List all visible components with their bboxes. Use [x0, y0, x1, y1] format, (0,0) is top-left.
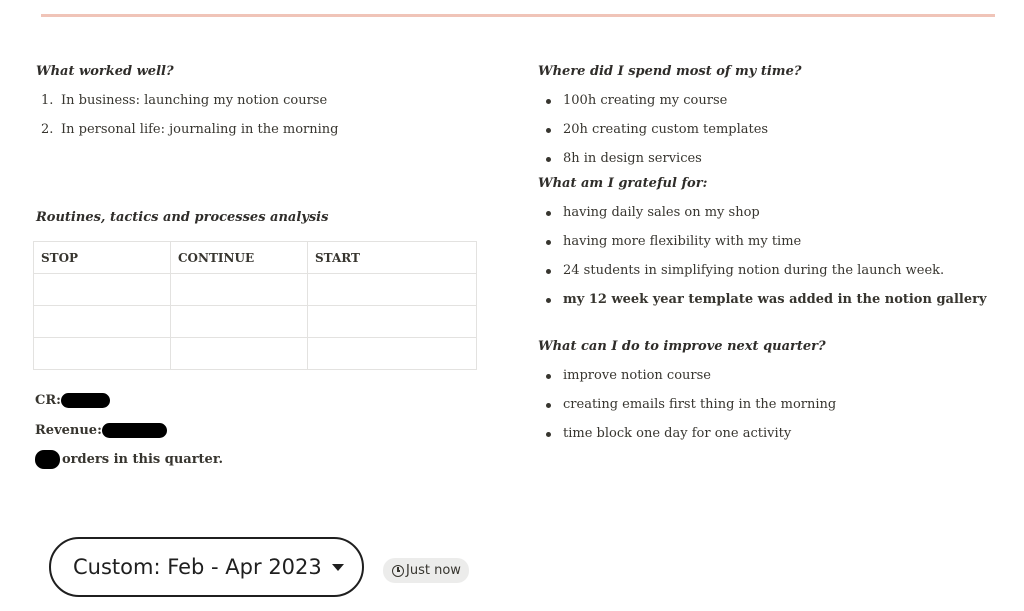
date-range-dropdown[interactable] — [49, 537, 364, 597]
clock-icon — [392, 565, 404, 577]
list-item[interactable]: 100h creating my course — [538, 90, 1008, 119]
list-item[interactable]: 8h in design services — [538, 148, 1008, 170]
list-item-text: In personal life: journaling in the morning — [61, 122, 339, 137]
list-item[interactable] — [36, 90, 486, 119]
table-row — [34, 306, 477, 338]
table-row — [34, 274, 477, 306]
time-heading: Where did I spend most of my time? — [538, 64, 802, 79]
list-item[interactable]: having more flexibility with my time — [538, 231, 1008, 260]
worked-well-heading: What worked well? — [36, 64, 174, 79]
table-cell[interactable] — [171, 306, 308, 338]
top-divider — [41, 14, 995, 17]
routines-table — [33, 241, 477, 370]
table-cell[interactable] — [34, 338, 171, 370]
redacted-value — [35, 450, 60, 469]
table-header-stop[interactable]: STOP — [34, 242, 171, 274]
list-item[interactable]: having daily sales on my shop — [538, 202, 1008, 231]
table-cell[interactable] — [34, 274, 171, 306]
table-cell[interactable] — [171, 274, 308, 306]
revenue-label: Revenue: — [35, 423, 102, 438]
redacted-value — [61, 393, 110, 408]
list-item[interactable]: 24 students in simplifying notion during the launch week. — [538, 260, 1008, 289]
table-header-start[interactable]: START — [308, 242, 477, 274]
list-item[interactable]: creating emails first thing in the morning — [538, 394, 1008, 423]
list-item[interactable]: time block one day for one activity — [538, 423, 1008, 452]
table-row — [34, 338, 477, 370]
list-item[interactable]: improve notion course — [538, 365, 1008, 394]
redacted-value — [102, 423, 167, 438]
grateful-heading: What am I grateful for: — [538, 176, 708, 191]
orders-line — [35, 450, 223, 470]
right-column — [538, 62, 1008, 452]
table-header-continue[interactable]: CONTINUE — [171, 242, 308, 274]
table-cell[interactable] — [308, 306, 477, 338]
table-cell[interactable] — [171, 338, 308, 370]
revenue-line — [35, 421, 167, 441]
improve-heading: What can I do to improve next quarter? — [538, 339, 826, 354]
left-column — [36, 62, 486, 148]
table-cell[interactable] — [34, 306, 171, 338]
list-number: 2. — [41, 122, 54, 137]
list-number: 1. — [41, 93, 54, 108]
chevron-down-icon — [332, 564, 344, 571]
cr-line — [35, 391, 110, 411]
list-item[interactable]: my 12 week year template was added in the notion gallery — [538, 289, 1008, 318]
orders-text: orders in this quarter. — [62, 452, 224, 467]
table-cell[interactable] — [308, 274, 477, 306]
list-item-text: In business: launching my notion course — [61, 93, 328, 108]
cr-label: CR: — [35, 393, 61, 408]
timestamp-badge — [383, 558, 469, 583]
date-range-label: Custom: Feb - Apr 2023 — [73, 555, 322, 579]
table-cell[interactable] — [308, 338, 477, 370]
timestamp-text: Just now — [406, 563, 461, 578]
list-item[interactable]: 20h creating custom templates — [538, 119, 1008, 148]
list-item[interactable] — [36, 119, 486, 148]
table-header-row — [34, 242, 477, 274]
routines-heading: Routines, tactics and processes analysis — [36, 210, 329, 225]
